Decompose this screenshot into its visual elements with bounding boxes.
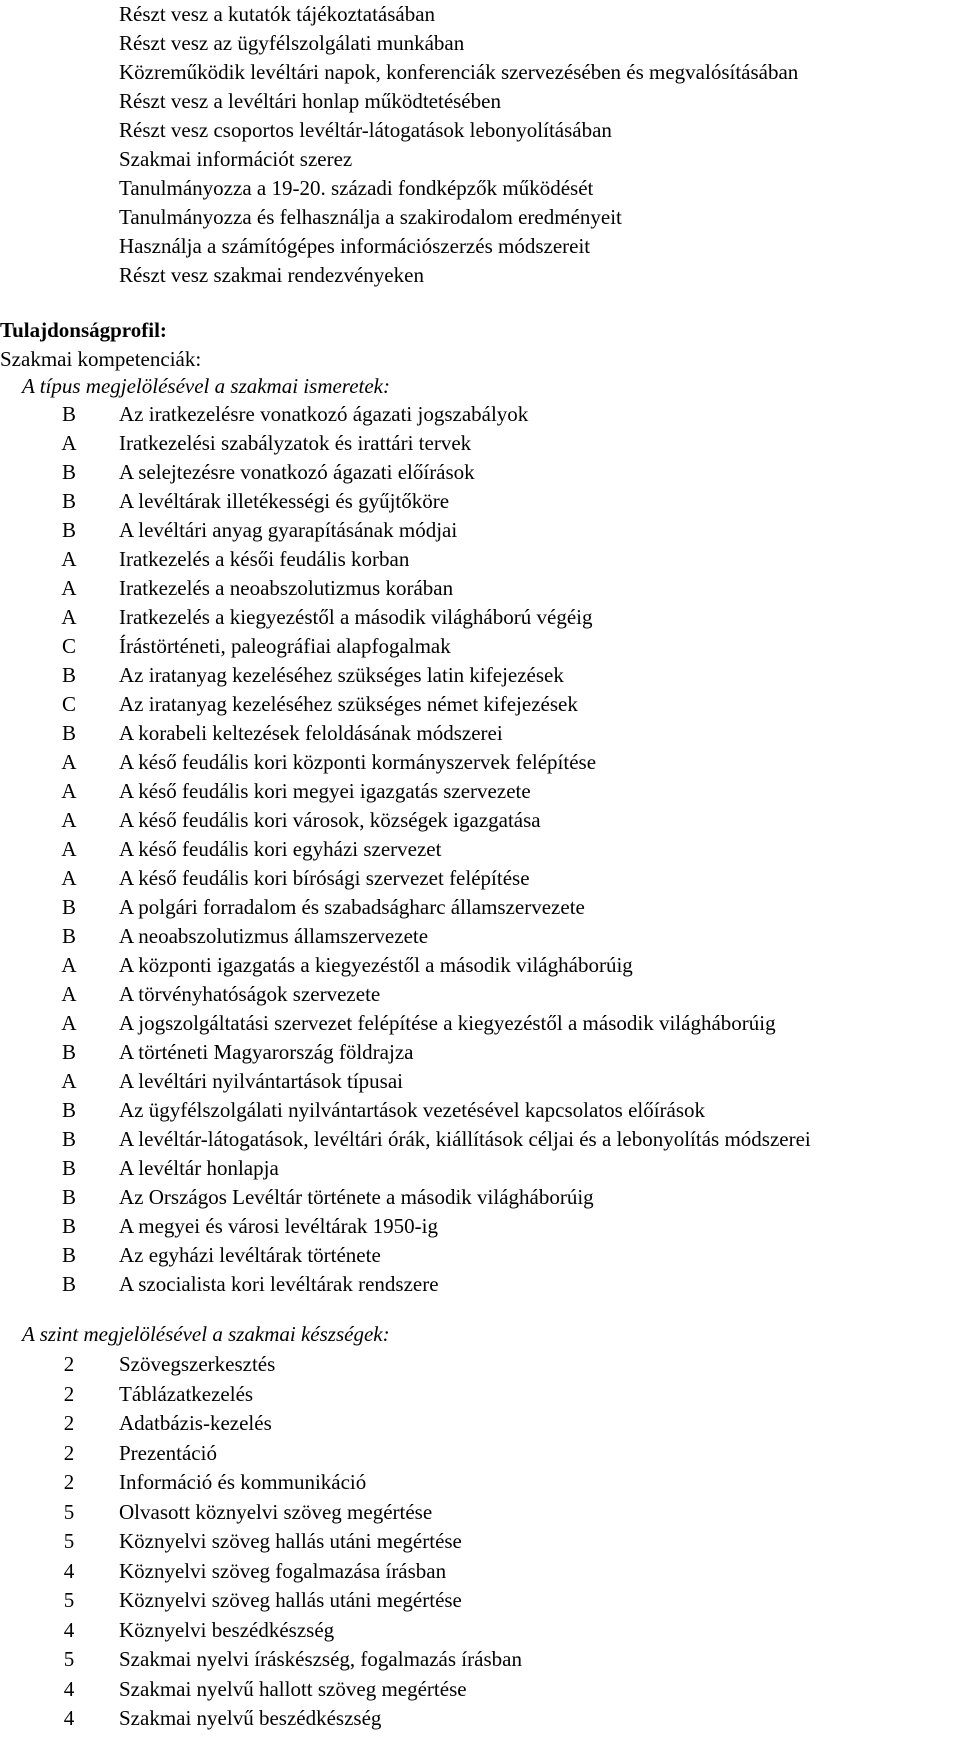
knowledge-type-code: B (61, 1040, 76, 1064)
knowledge-item: A levéltár-látogatások, levéltári órák, kiállítások céljai és a lebonyolítás módszerei (119, 1127, 811, 1151)
knowledge-type-code: B (61, 1214, 76, 1238)
skill-item: Köznyelvi szöveg hallás utáni megértése (119, 1588, 462, 1612)
knowledge-type-code: B (61, 895, 76, 919)
knowledge-type-code: A (61, 837, 77, 861)
skill-item: Táblázatkezelés (119, 1381, 254, 1406)
knowledge-item: A késő feudális kori városok, községek igazgatása (119, 808, 541, 832)
skill-level: 4 (63, 1558, 75, 1583)
knowledge-type-code: A (61, 866, 77, 890)
knowledge-type-code: B (61, 1185, 76, 1209)
knowledge-item: A szocialista kori levéltárak rendszere (119, 1272, 439, 1296)
knowledge-item: Az Országos Levéltár története a második világháborúig (119, 1185, 594, 1209)
knowledge-item: Iratkezelés a kiegyezéstől a második világháború végéig (119, 605, 593, 629)
knowledge-item: A levéltár honlapja (119, 1156, 279, 1180)
task-item: Használja a számítógépes információszerzés módszereit (119, 234, 591, 258)
skill-level: 2 (63, 1440, 75, 1465)
task-item: Részt vesz szakmai rendezvényeken (119, 263, 424, 287)
knowledge-item: A jogszolgáltatási szervezet felépítése a kiegyezéstől a második világháborúig (119, 1011, 776, 1035)
knowledge-heading: A típus megjelölésével a szakmai ismeretek: (22, 374, 390, 398)
task-item: Tanulmányozza a 19-20. századi fondképzők működését (119, 176, 594, 200)
skill-level: 5 (63, 1588, 75, 1612)
skill-item: Prezentáció (119, 1440, 217, 1465)
knowledge-type-code: A (61, 605, 77, 629)
skill-level: 2 (63, 1381, 75, 1406)
knowledge-type-code: A (61, 808, 77, 832)
skill-item: Köznyelvi szöveg hallás utáni megértése (119, 1529, 462, 1553)
knowledge-item: A késő feudális kori központi kormányszervek felépítése (119, 750, 597, 774)
skill-level: 5 (63, 1499, 75, 1524)
knowledge-item: Iratkezelési szabályzatok és irattári tervek (119, 431, 472, 455)
knowledge-type-code: A (61, 431, 77, 455)
knowledge-type-code: A (61, 576, 77, 600)
knowledge-type-code: B (61, 1243, 76, 1267)
knowledge-item: A törvényhatóságok szervezete (119, 982, 381, 1006)
knowledge-item: A levéltári nyilvántartások típusai (119, 1069, 404, 1093)
task-item: Szakmai információt szerez (119, 147, 353, 171)
knowledge-type-code: B (61, 1272, 76, 1296)
knowledge-item: A selejtezésre vonatkozó ágazati előírások (119, 460, 475, 484)
knowledge-item: Az iratanyag kezeléséhez szükséges német kifejezések (119, 692, 578, 716)
knowledge-item: Az ügyfélszolgálati nyilvántartások vezetésével kapcsolatos előírások (119, 1098, 706, 1122)
knowledge-type-code: B (61, 924, 76, 948)
skill-item: Szakmai nyelvű hallott szöveg megértése (119, 1676, 467, 1701)
task-item: Közreműködik levéltári napok, konferenciák szervezésében és megvalósításában (119, 60, 799, 84)
skill-item: Információ és kommunikáció (119, 1470, 367, 1494)
knowledge-type-code: B (61, 1098, 76, 1122)
skill-level: 2 (63, 1411, 75, 1435)
knowledge-item: A levéltárak illetékességi és gyűjtőköre (119, 489, 450, 513)
knowledge-item: Az egyházi levéltárak története (119, 1243, 381, 1267)
knowledge-item: Az iratkezelésre vonatkozó ágazati jogszabályok (119, 402, 529, 426)
knowledge-type-code: A (61, 750, 77, 774)
skills-heading: A szint megjelölésével a szakmai készségek: (22, 1322, 390, 1346)
knowledge-item: Írástörténeti, paleográfiai alapfogalmak (119, 634, 451, 658)
knowledge-type-code: A (61, 982, 77, 1006)
knowledge-item: A neoabszolutizmus államszervezete (119, 924, 429, 948)
knowledge-item: A késő feudális kori bírósági szervezet felépítése (119, 866, 530, 890)
task-item: Részt vesz az ügyfélszolgálati munkában (119, 31, 465, 55)
skill-level: 5 (63, 1647, 75, 1671)
knowledge-type-code: B (61, 1127, 76, 1151)
task-item: Részt vesz a kutatók tájékoztatásában (119, 2, 436, 26)
knowledge-type-code: C (61, 634, 76, 658)
knowledge-item: A központi igazgatás a kiegyezéstől a második világháborúig (119, 953, 633, 977)
knowledge-item: A késő feudális kori egyházi szervezet (119, 837, 442, 861)
knowledge-type-code: A (61, 547, 77, 571)
knowledge-type-code: B (61, 489, 76, 513)
profile-heading: Tulajdonságprofil: (0, 318, 167, 342)
knowledge-item: A történeti Magyarország földrajza (119, 1040, 414, 1064)
knowledge-type-code: B (61, 1156, 76, 1180)
skill-level: 2 (63, 1470, 75, 1494)
task-item: Részt vesz csoportos levéltár-látogatások lebonyolításában (119, 118, 612, 142)
skill-item: Köznyelvi beszédkészség (119, 1617, 335, 1642)
skill-item: Szakmai nyelvi íráskészség, fogalmazás írásban (119, 1647, 522, 1671)
knowledge-type-code: A (61, 1011, 77, 1035)
knowledge-item: A késő feudális kori megyei igazgatás szervezete (119, 779, 531, 803)
skill-item: Szakmai nyelvű beszédkészség (119, 1706, 382, 1730)
task-item: Részt vesz a levéltári honlap működtetésében (119, 89, 501, 113)
knowledge-item: A megyei és városi levéltárak 1950-ig (119, 1214, 438, 1238)
skill-item: Olvasott köznyelvi szöveg megértése (119, 1499, 433, 1524)
knowledge-type-code: B (61, 663, 76, 687)
skill-item: Szövegszerkesztés (119, 1352, 276, 1376)
knowledge-item: Iratkezelés a késői feudális korban (119, 547, 410, 571)
knowledge-item: A korabeli keltezések feloldásának módszerei (119, 721, 503, 745)
skill-level: 4 (63, 1706, 75, 1730)
knowledge-type-code: C (61, 692, 76, 716)
knowledge-item: Iratkezelés a neoabszolutizmus korában (119, 576, 454, 600)
knowledge-type-code: B (61, 518, 76, 542)
knowledge-type-code: B (61, 402, 76, 426)
knowledge-item: A polgári forradalom és szabadságharc államszervezete (119, 895, 585, 919)
skill-item: Köznyelvi szöveg fogalmazása írásban (119, 1558, 447, 1583)
skill-level: 2 (63, 1352, 75, 1376)
skill-item: Adatbázis-kezelés (119, 1411, 272, 1435)
skill-level: 4 (63, 1676, 75, 1701)
knowledge-type-code: A (61, 953, 77, 977)
competencies-label: Szakmai kompetenciák: (0, 347, 202, 371)
knowledge-item: A levéltári anyag gyarapításának módjai (119, 518, 458, 542)
knowledge-type-code: A (61, 1069, 77, 1093)
knowledge-type-code: A (61, 779, 77, 803)
skill-level: 4 (63, 1617, 75, 1642)
knowledge-type-code: B (61, 721, 76, 745)
knowledge-type-code: B (61, 460, 76, 484)
skill-level: 5 (63, 1529, 75, 1553)
knowledge-item: Az iratanyag kezeléséhez szükséges latin kifejezések (119, 663, 564, 687)
task-item: Tanulmányozza és felhasználja a szakirodalom eredményeit (119, 205, 622, 229)
